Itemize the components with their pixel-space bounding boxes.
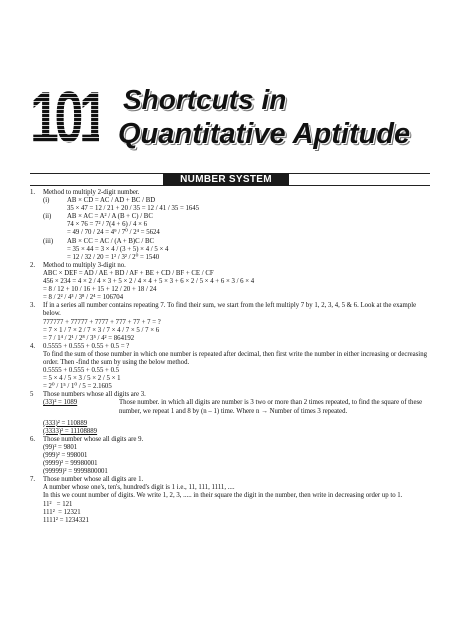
title-banner [28,78,448,158]
list-item-3 [30,302,430,342]
item-text: (99)² = 9801 [43,443,78,451]
item-text: = 7 / 1⁴ / 2¹ / 2⁸ / 3⁵ / 4² = 864192 [43,334,135,342]
item-text: (333)² = 110889 [43,419,88,427]
item-number: 7. [30,476,36,484]
example-right: Those number. in which all digits are number is 3 two or more than 2 times repeated, to find the square of these number, we repeat 1 and 8 by (n – 1) time. Where n → Number of times 3 repeated. [119,399,423,415]
sub-label: (i) [43,197,50,205]
item-number: 6. [30,435,36,443]
banner-title-line1: Shortcuts in [123,84,287,115]
sub-text: = 12 / 32 / 20 = 1² / 3² / 2⁰ = 1540 [67,253,160,261]
example-left: (33)² = 1089 [43,399,78,407]
item-text: 0.5555 + 0.555 + 0.55 + 0.5 [43,367,120,375]
sub-text: 74 × 76 = 7² / 7(4 + 6) / 4 × 6 [67,221,148,229]
item-text: 11² = 121 [43,500,73,508]
list-item-2 [30,262,430,302]
item-text: = 8 / 2² / 4³ / 3⁸ / 2⁴ = 106704 [43,294,124,302]
item-number: 1. [30,189,36,196]
item-text: To find the sum of those number in which one number is repeated after decimal, then first write the number in either increasing or decreasing order. Then -find the sum by using the below method. [43,350,427,366]
sub-label: (iii) [43,237,54,245]
item-text: 111² = 12321 [43,508,81,516]
item-text: (9999)² = 99980001 [43,460,98,468]
sub-item-i [43,197,430,213]
banner-title-line2: Quantitative Aptitude [118,118,411,150]
sub-text: = 35 × 44 = 3 × 4 / (3 + 5) × 4 / 5 × 4 [67,245,169,253]
sub-item-ii [43,213,430,237]
example-row [43,399,430,415]
item-text: Those number whose all digits are 9. [43,435,144,443]
item-number: 4. [30,342,36,350]
item-text: If in a series all number contains repeating 7. To find their sum, we start from the left multiply 7 by 1, 2, 3, 4, 5 & 6. Look at the example below. [43,302,417,318]
item-number: 2. [30,261,36,269]
sub-item-iii [43,238,430,262]
item-text: = 2⁰ / 1⁵ / 1⁰ / 5 = 2.1605 [43,383,112,391]
content [30,189,430,525]
item-text: Those number whose all digits are 1. [43,476,144,484]
sub-text: AB × CD = AC / AD + BC / BD [67,197,156,205]
list-item-4 [30,343,430,392]
sub-text: AB × AC = A² / A (B + C) / BC [67,213,153,221]
item-text: = 8 / 12 + 10 / 16 + 15 + 12 / 20 + 18 / 24 [43,286,157,294]
item-text: Method to multiply 2-digit number. [43,189,140,196]
item-text: = 5 × 4 / 5 × 3 / 5 × 2 / 5 × 1 [43,375,121,383]
sub-text: AB × CC = AC / (A + B)C / BC [67,237,155,245]
list-item-7 [30,476,430,525]
item-text: (999)² = 998001 [43,452,88,459]
item-text: Method to multiply 3-digit no. [43,261,126,269]
section-title: NUMBER SYSTEM [163,173,289,186]
list-item-5 [30,391,430,435]
item-text: (3333)² = 11108889 [43,427,98,435]
list-item-6 [30,436,430,476]
item-text: 456 × 234 = 4 × 2 / 4 × 3 + 5 × 2 / 4 × 4 + 5 × 3 + 6 × 2 / 5 × 4 + 6 × 3 / 6 × 4 [43,278,255,286]
item-text: 1111² = 1234321 [43,516,89,524]
item-text: 0.5555 + 0.555 + 0.55 + 0.5 = ? [43,342,130,350]
item-text: Those numbers whose all digits are 3. [43,391,146,399]
item-text: ABC × DEF = AD / AE + BD / AF + BE + CD / BF + CE / CF [43,269,214,277]
item-text: In this we count number of digits. We write 1, 2, 3, ..... in their square the digit in the number, then write in decreasing order up to 1. [43,492,403,500]
item-number: 5 [30,391,34,399]
item-number: 3. [30,302,36,310]
sub-text: = 49 / 70 / 24 = 4⁹ / 7⁰ / 2⁴ = 5624 [67,229,160,237]
list-item-1 [30,189,430,262]
sub-label: (ii) [43,213,52,221]
item-text: (99999)² = 9999800001 [43,468,108,476]
item-text: A number whose one's, ten's, hundred's digit is 1 i.e., 11, 111, 1111, .... [43,484,235,492]
item-text: = 7 × 1 / 7 × 2 / 7 × 3 / 7 × 4 / 7 × 5 / 7 × 6 [43,326,160,334]
sub-text: 35 × 47 = 12 / 21 + 20 / 35 = 12 / 41 / 35 = 1645 [67,205,200,213]
item-text: 777777 + 77777 + 7777 + 777 + 77 + 7 = ? [43,318,161,326]
banner-number: 101 [30,78,104,158]
